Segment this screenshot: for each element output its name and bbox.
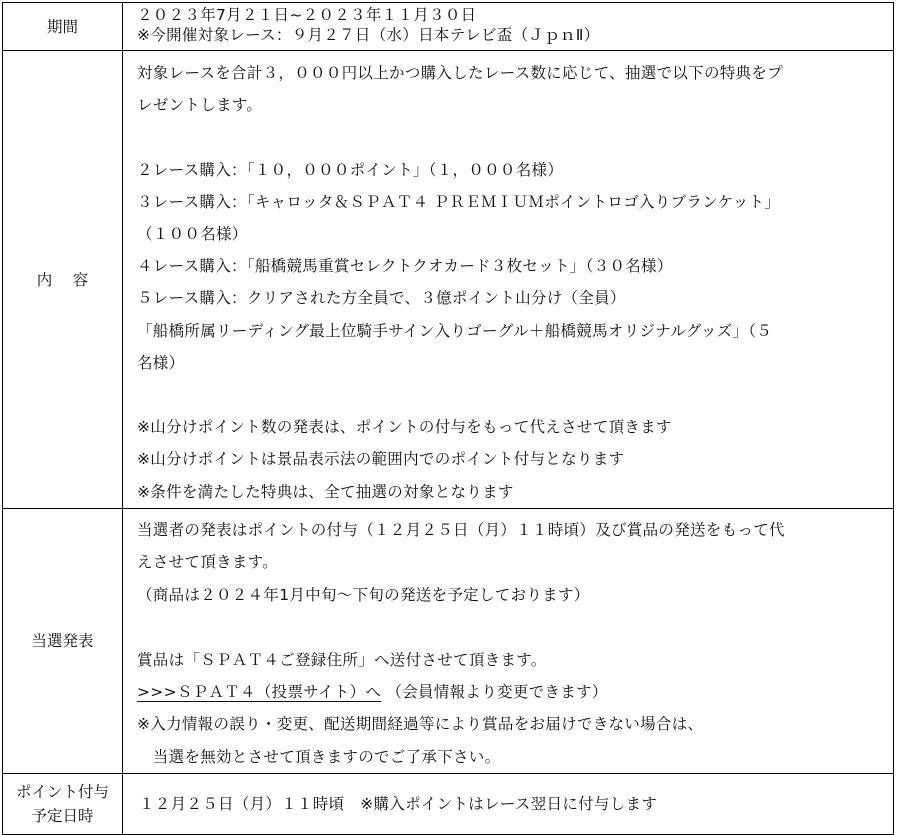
period-value bbox=[123, 3, 894, 51]
content-label: 内 容 bbox=[3, 51, 123, 509]
row-grant bbox=[3, 774, 894, 835]
content-line: ３レース購入：「キャロッタ＆ＳＰＡＴ４ ＰＲＥＭＩＵＭポイントロゴ入りブランケット」 bbox=[137, 192, 781, 211]
grant-label bbox=[3, 774, 123, 835]
announcement-label: 当選発表 bbox=[3, 509, 123, 774]
row-announcement bbox=[3, 509, 894, 774]
period-dates: ２０２３年7月２１日~２０２３年１１月３０日 bbox=[137, 6, 477, 24]
content-line: 対象レースを合計３，０００円以上かつ購入したレース数に応じて、抽選で以下の特典をプ bbox=[137, 64, 783, 82]
announcement-line: 当選を無効とさせて頂きますのでご了承下さい。 bbox=[137, 747, 501, 766]
announcement-line: えさせて頂きます。 bbox=[137, 553, 278, 572]
period-target-race: ※今開催対象レース：９月２７日（水）日本テレビ盃（ＪｐｎⅡ） bbox=[137, 26, 600, 44]
content-line: 名様） bbox=[137, 353, 185, 372]
grant-text: １２月２５日（月）１１時頃 ※購入ポイントはレース翌日に付与します bbox=[139, 795, 658, 814]
announcement-line: （商品は２０２４年1月中旬〜下旬の発送を予定しております） bbox=[137, 585, 590, 604]
period-label: 期間 bbox=[3, 3, 123, 51]
announcement-spacer bbox=[137, 611, 883, 643]
announcement-value bbox=[123, 509, 894, 774]
row-period bbox=[3, 3, 894, 51]
row-content bbox=[3, 51, 894, 509]
link-note: （会員情報より変更できます） bbox=[386, 683, 608, 702]
content-value bbox=[123, 51, 894, 509]
grant-label-line: ポイント付与 bbox=[15, 783, 109, 802]
content-line: ４レース購入：「船橋競馬重賞セレクトクオカード３枚セット」（３０名様） bbox=[137, 257, 673, 276]
announcement-line: ※入力情報の誤り・変更、配送期間経過等により賞品をお届けできない場合は、 bbox=[137, 715, 704, 734]
announcement-line: 賞品は「ＳＰＡＴ４ご登録住所」へ送付させて頂きます。 bbox=[137, 650, 547, 669]
content-line: ２レース購入：「１０，０００ポイント」（１，０００名様） bbox=[137, 160, 564, 179]
campaign-info-table bbox=[2, 2, 894, 835]
content-spacer bbox=[137, 379, 883, 411]
content-spacer bbox=[137, 121, 883, 153]
grant-value bbox=[123, 774, 894, 835]
content-note: ※山分けポイント数の発表は、ポイントの付与をもって代えさせて頂きます bbox=[137, 418, 672, 437]
announcement-line: 当選者の発表はポイントの付与（１２月２５日（月）１１時頃）及び賞品の発送をもって代 bbox=[137, 521, 785, 539]
content-line: ５レース購入：クリアされた方全員で、３億ポイント山分け（全員） bbox=[137, 289, 626, 308]
content-line: レゼントします。 bbox=[137, 96, 263, 115]
content-note: ※条件を満たした特典は、全て抽選の対象となります bbox=[137, 482, 514, 501]
announcement-link-line bbox=[137, 676, 883, 708]
content-note: ※山分けポイントは景品表示法の範囲内でのポイント付与となります bbox=[137, 450, 625, 469]
spat4-site-link[interactable]: >>>ＳＰＡＴ４（投票サイト）へ bbox=[137, 683, 382, 702]
grant-label-line: 予定日時 bbox=[31, 807, 94, 826]
content-line: （１００名様） bbox=[137, 225, 248, 244]
content-line: 「船橋所属リーディング最上位騎手サイン入りゴーグル＋船橋競馬オリジナルグッズ」（５ bbox=[137, 321, 773, 340]
